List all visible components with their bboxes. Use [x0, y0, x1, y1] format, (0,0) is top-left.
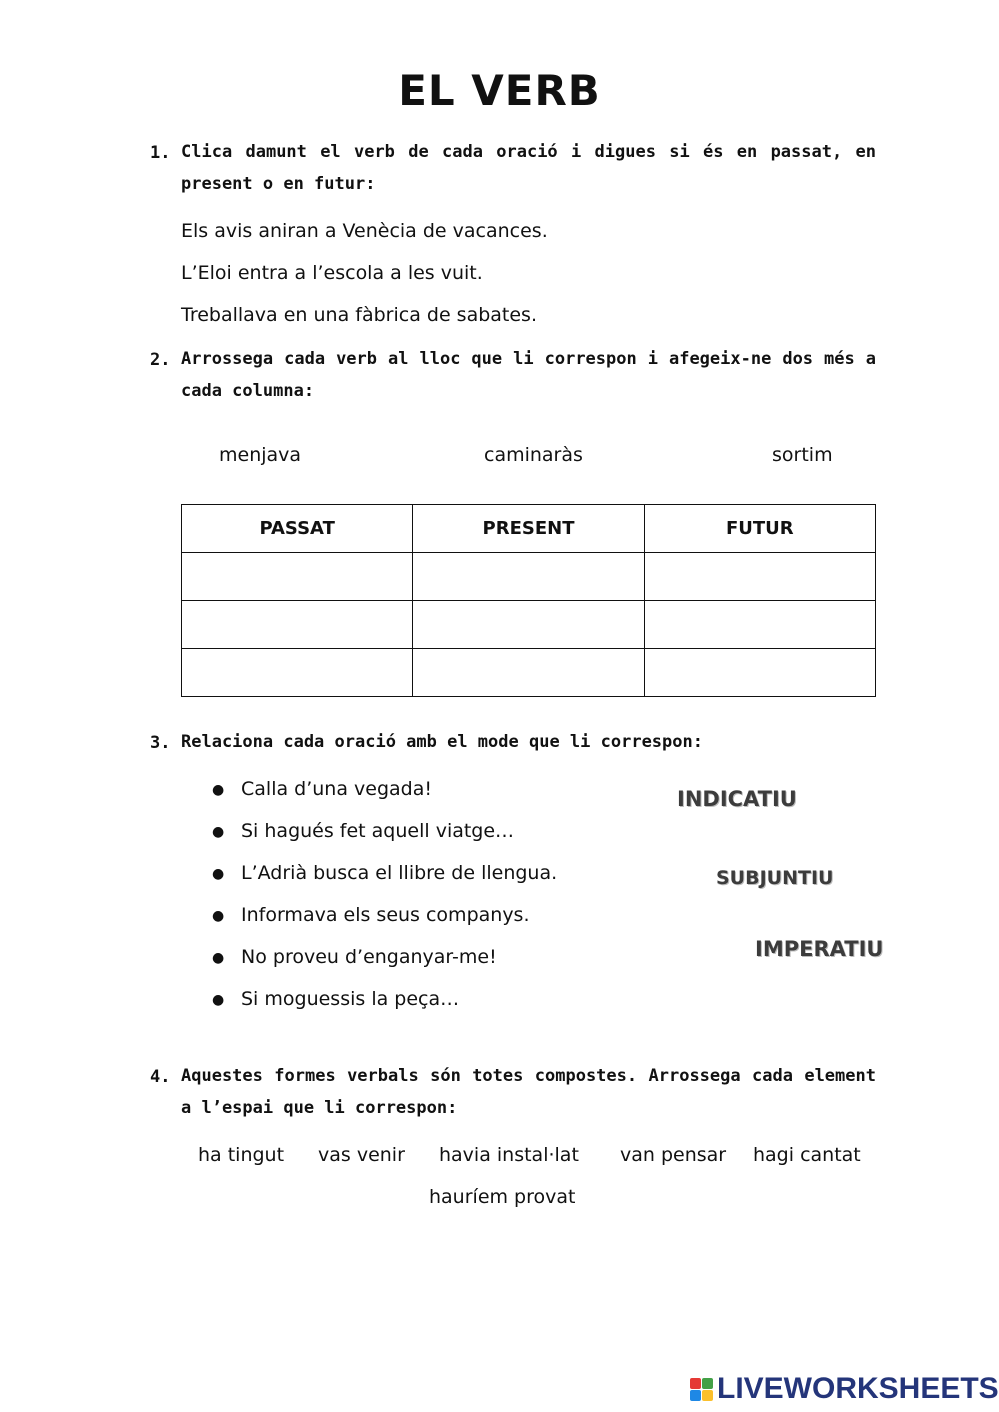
question-4-number: 4. [150, 1067, 171, 1087]
draggable-word-sortim[interactable]: sortim [772, 444, 833, 466]
draggable-word-hagi-cantat[interactable]: hagi cantat [753, 1144, 861, 1166]
bullet-icon: ● [212, 782, 225, 798]
mode-indicatiu[interactable]: INDICATIU [677, 787, 797, 811]
question-1-text: Clica damunt el verb de cada oració i digues si és en passat, en present o en futur: [181, 142, 876, 194]
mode-imperatiu[interactable]: IMPERATIU [755, 937, 884, 961]
draggable-word-havia-installat[interactable]: havia instal·lat [439, 1144, 579, 1166]
mode-subjuntiu[interactable]: SUBJUNTIU [716, 867, 834, 889]
drop-cell-present[interactable] [413, 553, 644, 601]
question-1-number: 1. [150, 143, 171, 163]
column-header-futur: FUTUR [644, 505, 875, 553]
drop-cell-passat[interactable] [182, 553, 413, 601]
page-title: EL VERB [398, 66, 601, 115]
q1-sentence-3[interactable]: Treballava en una fàbrica de sabates. [181, 304, 537, 326]
drop-cell-futur[interactable] [644, 649, 875, 697]
draggable-word-vas-venir[interactable]: vas venir [318, 1144, 405, 1166]
column-header-passat: PASSAT [182, 505, 413, 553]
liveworksheets-logo-text: LIVEWORKSHEETS [717, 1372, 999, 1405]
draggable-word-van-pensar[interactable]: van pensar [620, 1144, 727, 1166]
drop-cell-futur[interactable] [644, 601, 875, 649]
tense-table [181, 504, 876, 697]
draggable-word-hauriem-provat[interactable]: hauríem provat [429, 1186, 576, 1208]
drop-cell-present[interactable] [413, 649, 644, 697]
table-row [182, 649, 876, 697]
logo-square [702, 1390, 713, 1401]
tense-table-header [182, 505, 876, 553]
question-3-number: 3. [150, 733, 171, 753]
draggable-word-menjava[interactable]: menjava [219, 444, 302, 466]
bullet-icon: ● [212, 866, 225, 882]
q3-item-6[interactable]: Si moguessis la peça… [241, 988, 460, 1010]
logo-square [690, 1390, 701, 1401]
q3-item-5[interactable]: No proveu d’enganyar-me! [241, 946, 497, 968]
bullet-icon: ● [212, 992, 225, 1008]
question-3-text: Relaciona cada oració amb el mode que li correspon: [181, 732, 703, 752]
q3-item-4[interactable]: Informava els seus companys. [241, 904, 530, 926]
column-header-present: PRESENT [413, 505, 644, 553]
table-row [182, 601, 876, 649]
question-2-text: Arrossega cada verb al lloc que li correspon i afegeix-ne dos més a cada columna: [181, 349, 876, 401]
question-4-text: Aquestes formes verbals són totes compostes. Arrossega cada element a l’espai que li correspon: [181, 1066, 876, 1118]
bullet-icon: ● [212, 908, 225, 924]
table-row [182, 553, 876, 601]
logo-square [690, 1378, 701, 1389]
drop-cell-passat[interactable] [182, 601, 413, 649]
q3-item-3[interactable]: L’Adrià busca el llibre de llengua. [241, 862, 558, 884]
draggable-word-caminaras[interactable]: caminaràs [484, 444, 583, 466]
draggable-word-ha-tingut[interactable]: ha tingut [198, 1144, 285, 1166]
question-2-number: 2. [150, 350, 171, 370]
bullet-icon: ● [212, 824, 225, 840]
q3-item-1[interactable]: Calla d’una vegada! [241, 778, 432, 800]
q1-sentence-1[interactable]: Els avis aniran a Venècia de vacances. [181, 220, 548, 242]
drop-cell-futur[interactable] [644, 553, 875, 601]
drop-cell-passat[interactable] [182, 649, 413, 697]
q3-item-2[interactable]: Si hagués fet aquell viatge… [241, 820, 515, 842]
liveworksheets-logo [690, 1372, 999, 1406]
q1-sentence-2[interactable]: L’Eloi entra a l’escola a les vuit. [181, 262, 483, 284]
logo-square [702, 1378, 713, 1389]
liveworksheets-logo-icon [690, 1378, 713, 1401]
drop-cell-present[interactable] [413, 601, 644, 649]
bullet-icon: ● [212, 950, 225, 966]
